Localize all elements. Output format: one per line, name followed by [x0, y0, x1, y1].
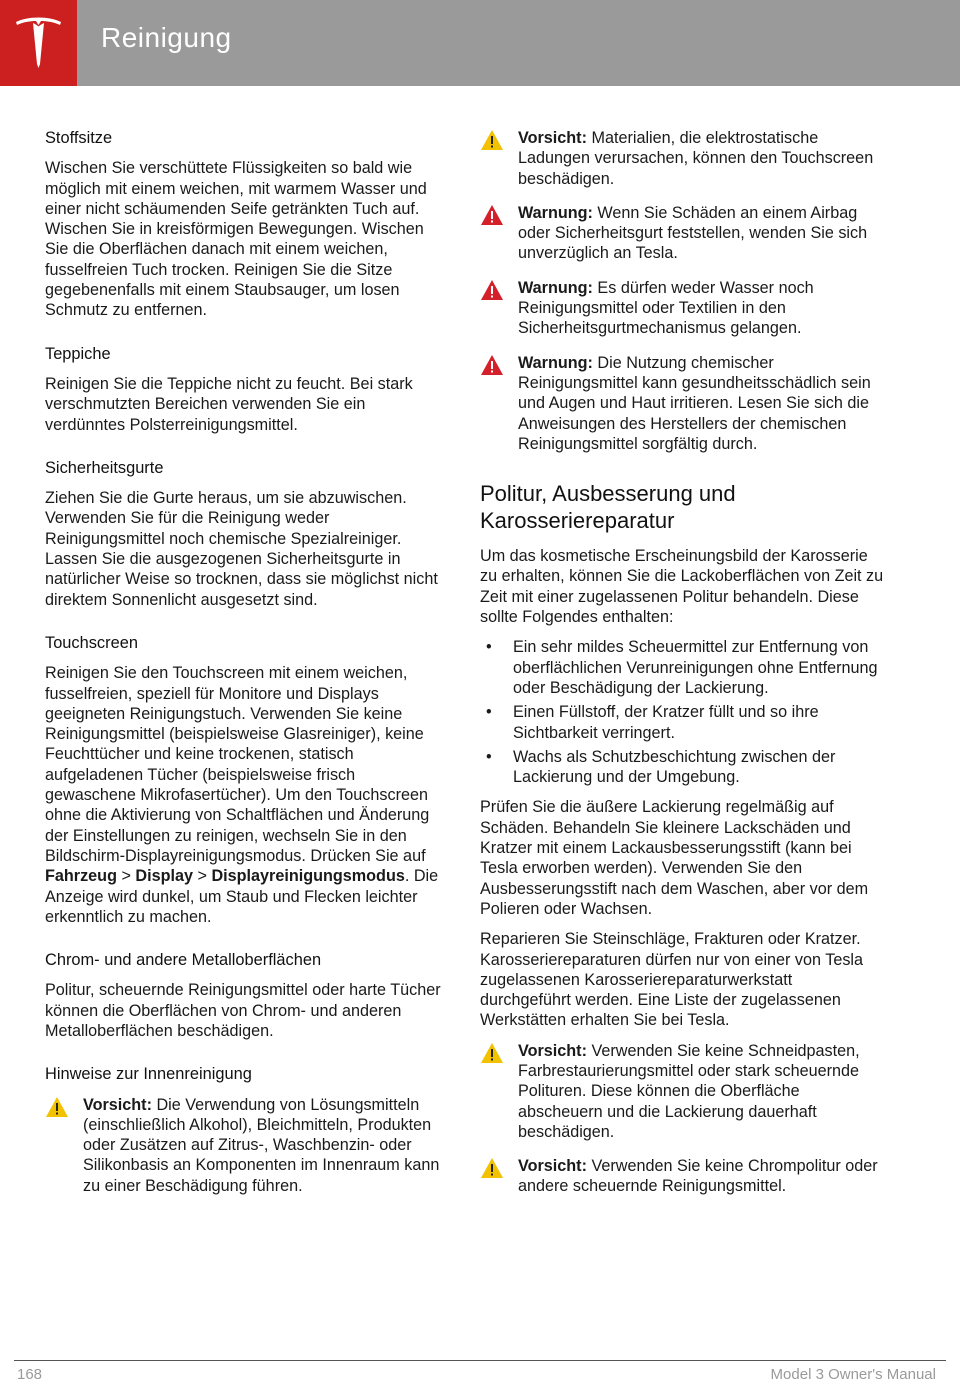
bullet-icon: •	[486, 747, 492, 766]
touchscreen-text-after: . Die Anzeige wird dunkel, um Staub und Flecken leichter erkenntlich zu machen.	[45, 867, 439, 926]
section-heading-chrom: Chrom- und andere Metalloberflächen	[45, 951, 322, 970]
notice-label: Warnung:	[518, 353, 593, 372]
polish-bullet-list	[480, 637, 885, 787]
caution-icon	[480, 129, 504, 151]
paragraph-stoffsitze: Wischen Sie verschüttete Flüssigkeiten so bald wie möglich mit einem weichen, mit warmem Wasser und einer nicht schäumenden Seife getränkten Tuch auf. Wischen Sie in kreisförmigen Bewegungen. Wischen Sie die Oberflächen danach mit einem weichen, fusselfreien Tuch trocken. Reinigen Sie die Sitze gegebenenfalls mit einem Staubsauger, um losen Schmutz zu entfernen.	[45, 159, 427, 320]
page-number: 168	[17, 1366, 43, 1383]
notice-text: Die Nutzung chemischer Reinigungsmittel kann gesundheitsschädlich sein und Augen und Haut irritieren. Lesen Sie sich die Anweisungen des Herstellers der chemischen Reinigungsmittel sorgfältig durch.	[518, 353, 871, 453]
caution-notice	[480, 1156, 885, 1197]
warning-icon	[480, 279, 504, 301]
manual-title: Model 3 Owner's Manual	[770, 1366, 936, 1383]
section-heading-politur: Politur, Ausbesserung und Karosseriereparatur	[480, 481, 736, 534]
bullet-icon: •	[486, 638, 492, 657]
notice-text: Materialien, die elektrostatische Ladungen verursachen, können den Touchscreen beschädigen.	[518, 129, 874, 188]
section-heading-touchscreen: Touchscreen	[45, 633, 138, 652]
tesla-logo-icon	[14, 14, 63, 70]
warning-icon	[480, 354, 504, 376]
warning-notice	[480, 278, 885, 339]
notice-text: Wenn Sie Schäden an einem Airbag oder Sicherheitsgurt feststellen, wenden Sie sich unverzüglich an Tesla.	[518, 203, 868, 263]
right-column	[480, 128, 885, 1211]
section-heading-sicherheitsgurte: Sicherheitsgurte	[45, 458, 164, 477]
bullet-icon: •	[486, 703, 492, 722]
menu-path-separator: >	[193, 867, 212, 886]
section-heading-teppiche: Teppiche	[45, 344, 111, 363]
paragraph-sicherheitsgurte: Ziehen Sie die Gurte heraus, um sie abzuwischen. Verwenden Sie für die Reinigung weder Reinigungsmittel noch chemische Spezialreiniger. Lassen Sie die ausgezogenen Sicherheitsgurte in natürlicher Weise so trocknen, dass sie möglichst nicht direktem Sonnenlicht ausgesetzt sind.	[45, 489, 438, 609]
notice-text: Verwenden Sie keine Schneidpasten, Farbrestaurierungsmittel oder stark scheuernde Polituren. Diese können die Oberfläche abscheuern und die Lackierung dauerhaft beschädigen.	[518, 1041, 860, 1141]
notice-label: Vorsicht:	[518, 1157, 587, 1176]
caution-notice	[480, 1041, 885, 1142]
paragraph-touchscreen	[45, 663, 445, 927]
touchscreen-text: Reinigen Sie den Touchscreen mit einem weichen, fusselfreien, speziell für Monitore und Displays geeigneten Reinigungstuch. Verwenden Sie keine Reinigungsmittel (beispielsweise Glasreiniger), keine Feuchttücher und keine trockenen, statisch aufgeladenen Tücher (beispielsweise frisch gewaschene Mikrofasertücher). Um den Touchscreen ohne die Aktivierung von Schaltflächen und Änderung der Einstellungen zu reinigen, wechseln Sie in den Bildschirm-Displayreinigungsmodus. Drücken Sie auf	[45, 664, 430, 865]
caution-icon	[480, 1042, 504, 1064]
section-heading-innenreinigung: Hinweise zur Innenreinigung	[45, 1065, 252, 1084]
menu-path-fahrzeug: Fahrzeug	[45, 867, 117, 886]
list-item-text: Wachs als Schutzbeschichtung zwischen der Lackierung und der Umgebung.	[513, 747, 836, 787]
menu-path-display: Display	[135, 867, 193, 886]
paragraph-chrom: Politur, scheuernde Reinigungsmittel oder harte Tücher können die Oberflächen von Chrom- und anderen Metalloberflächen beschädigen.	[45, 981, 441, 1040]
paragraph-karosseriereparatur: Reparieren Sie Steinschläge, Frakturen oder Kratzer. Karosseriereparaturen dürfen nur von einer von Tesla zugelassenen Karosseriereparaturwerkstatt durchgeführt werden. Eine Liste der zugelassenen Werkstätten erhalten Sie bei Tesla.	[480, 930, 864, 1030]
notice-label: Warnung:	[518, 278, 593, 297]
caution-icon	[45, 1096, 69, 1118]
list-item-text: Ein sehr mildes Scheuermittel zur Entfernung von oberflächlichen Verunreinigungen ohne Entfernung oder Beschädigung der Lackierung.	[513, 638, 878, 697]
notice-text: Verwenden Sie keine Chrompolitur oder andere scheuernde Reinigungsmittel.	[518, 1157, 878, 1196]
page-header	[0, 0, 960, 86]
caution-notice	[45, 1095, 445, 1196]
footer-divider	[14, 1360, 946, 1361]
notice-label: Warnung:	[518, 203, 593, 222]
caution-icon	[480, 1157, 504, 1179]
menu-path-displayreinigungsmodus: Displayreinigungsmodus	[211, 867, 405, 886]
caution-notice	[480, 128, 885, 189]
notice-text: Es dürfen weder Wasser noch Reinigungsmittel oder Textilien in den Sicherheitsgurtmechanismus gelangen.	[518, 278, 814, 338]
notice-label: Vorsicht:	[83, 1095, 152, 1114]
list-item	[480, 702, 885, 743]
logo-block	[0, 0, 77, 86]
paragraph-politur-intro: Um das kosmetische Erscheinungsbild der Karosserie zu erhalten, können Sie die Lackoberflächen von Zeit zu Zeit mit einer zugelassenen Politur behandeln. Diese sollte Folgendes enthalten:	[480, 547, 884, 627]
warning-notice	[480, 353, 885, 454]
warning-icon	[480, 204, 504, 226]
notice-label: Vorsicht:	[518, 1041, 587, 1060]
warning-notice	[480, 203, 885, 264]
list-item	[480, 637, 885, 698]
list-item-text: Einen Füllstoff, der Kratzer füllt und so ihre Sichtbarkeit verringert.	[513, 703, 819, 742]
paragraph-lackpruefung: Prüfen Sie die äußere Lackierung regelmäßig auf Schäden. Behandeln Sie kleinere Lackschäden und Kratzer mit einem Lackausbesserungsstift (kann bei Tesla erworben werden). Verwenden Sie den Ausbesserungsstift nach dem Waschen, aber vor dem Polieren oder Wachsen.	[480, 798, 869, 918]
section-heading-stoffsitze: Stoffsitze	[45, 129, 113, 147]
list-item	[480, 747, 885, 788]
paragraph-teppiche: Reinigen Sie die Teppiche nicht zu feucht. Bei stark verschmutzten Bereichen verwenden Sie ein verdünntes Polsterreinigungsmittel.	[45, 374, 413, 434]
menu-path-separator: >	[116, 867, 136, 886]
notice-text: Die Verwendung von Lösungsmitteln (einschließlich Alkohol), Bleichmitteln, Produkten oder Zusätzen auf Zitrus-, Waschbenzin- oder Silikonbasis an Komponenten im Innenraum kann zu einer Beschädigung führen.	[83, 1095, 440, 1195]
page-title: Reinigung	[101, 22, 232, 53]
notice-label: Vorsicht:	[518, 129, 587, 147]
left-column	[45, 128, 445, 1210]
